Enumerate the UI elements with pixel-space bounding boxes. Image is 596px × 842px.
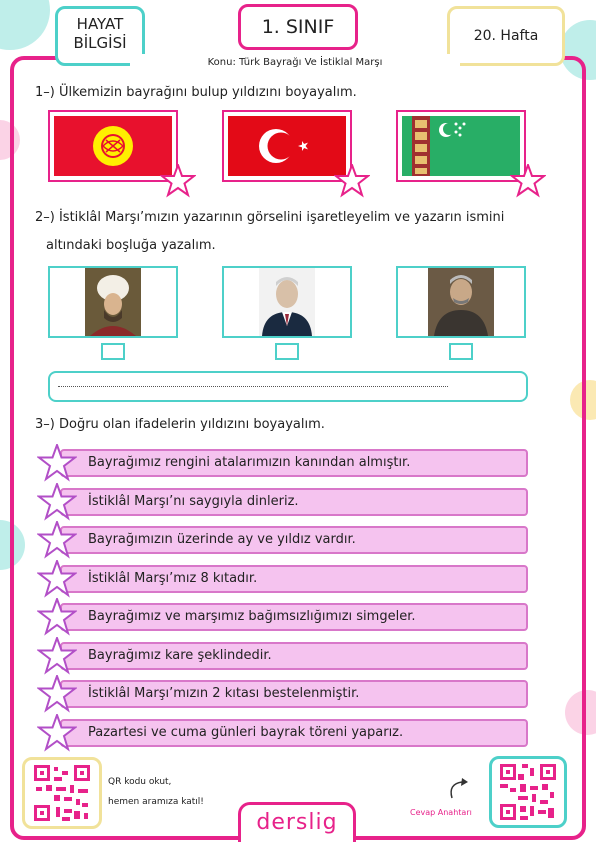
star-icon[interactable] (160, 164, 196, 198)
statement-text: Bayrağımız kare şeklindedir. (88, 648, 272, 663)
photo-option-1[interactable] (48, 266, 178, 338)
star-icon[interactable] (37, 714, 77, 752)
question-3: 3–) Doğru olan ifadelerin yıldızını boyayalım. (35, 417, 325, 432)
portrait-image (398, 268, 524, 336)
flag-turkmenistan[interactable] (396, 110, 526, 182)
grade-label: 1. SINIF (261, 16, 335, 38)
checkbox-option-1[interactable] (101, 343, 125, 360)
photo-option-3[interactable] (396, 266, 526, 338)
subject-line2: BİLGİSİ (73, 34, 127, 52)
star-icon[interactable] (37, 444, 77, 482)
statement-item (60, 642, 528, 670)
answer-key-qr-frame[interactable] (489, 756, 567, 828)
qr-text-line2: hemen aramıza katıl! (108, 797, 204, 807)
qr-code-icon (32, 763, 92, 823)
star-icon[interactable] (37, 483, 77, 521)
checkbox-option-2[interactable] (275, 343, 299, 360)
statement-item (60, 565, 528, 593)
statement-item (60, 526, 528, 554)
checkbox-option-3[interactable] (449, 343, 473, 360)
answer-key-label: Cevap Anahtarı (410, 808, 472, 817)
turkey-flag-image (224, 112, 350, 180)
qr-text-line1: QR kodu okut, (108, 777, 172, 787)
question-1: 1–) Ülkemizin bayrağını bulup yıldızını boyayalım. (35, 85, 357, 100)
join-qr-frame[interactable] (22, 757, 102, 829)
star-icon[interactable] (37, 598, 77, 636)
star-icon[interactable] (37, 521, 77, 559)
question-2-line1: 2–) İstiklâl Marşı’mızın yazarının görselini işaretleyelim ve yazarın ismini (35, 210, 505, 225)
statement-item (60, 449, 528, 477)
flag-kyrgyzstan[interactable] (48, 110, 178, 182)
star-icon[interactable] (37, 675, 77, 713)
brand-logo (238, 802, 356, 842)
portrait-image (50, 268, 176, 336)
statement-text: İstiklâl Marşı’mız 8 kıtadır. (88, 571, 258, 586)
decor-circle (0, 0, 50, 50)
portrait-image (224, 268, 350, 336)
week-tab (447, 6, 565, 66)
statement-text: İstiklâl Marşı’nı saygıyla dinleriz. (88, 494, 299, 509)
topic-line: Konu: Türk Bayrağı Ve İstiklal Marşı (130, 54, 460, 72)
kyrgyzstan-flag-image (50, 112, 176, 180)
statement-text: Bayrağımız ve marşımız bağımsızlığımızı simgeler. (88, 609, 416, 624)
flag-turkey[interactable] (222, 110, 352, 182)
statement-item (60, 680, 528, 708)
statement-text: Bayrağımız rengini atalarımızın kanından almıştır. (88, 455, 411, 470)
qr-code-icon (498, 762, 558, 822)
grade-tab (238, 4, 358, 50)
statement-text: Pazartesi ve cuma günleri bayrak töreni yaparız. (88, 725, 404, 740)
photo-option-2[interactable] (222, 266, 352, 338)
statement-item (60, 719, 528, 747)
statement-item (60, 488, 528, 516)
star-icon[interactable] (334, 164, 370, 198)
question-2-line2: altındaki boşluğa yazalım. (46, 238, 216, 253)
star-icon[interactable] (510, 164, 546, 198)
star-icon[interactable] (37, 637, 77, 675)
statement-item (60, 603, 528, 631)
brand-name: derslig (256, 810, 338, 835)
statement-text: İstiklâl Marşı’mızın 2 kıtası bestelenmiştir. (88, 686, 360, 701)
statement-text: Bayrağımızın üzerinde ay ve yıldız vardır. (88, 532, 356, 547)
week-label: 20. Hafta (473, 28, 539, 44)
subject-line1: HAYAT (76, 15, 124, 33)
answer-dotted-line (58, 386, 448, 387)
star-icon[interactable] (37, 560, 77, 598)
curved-arrow-icon (446, 776, 472, 802)
turkmenistan-flag-image (398, 112, 524, 180)
